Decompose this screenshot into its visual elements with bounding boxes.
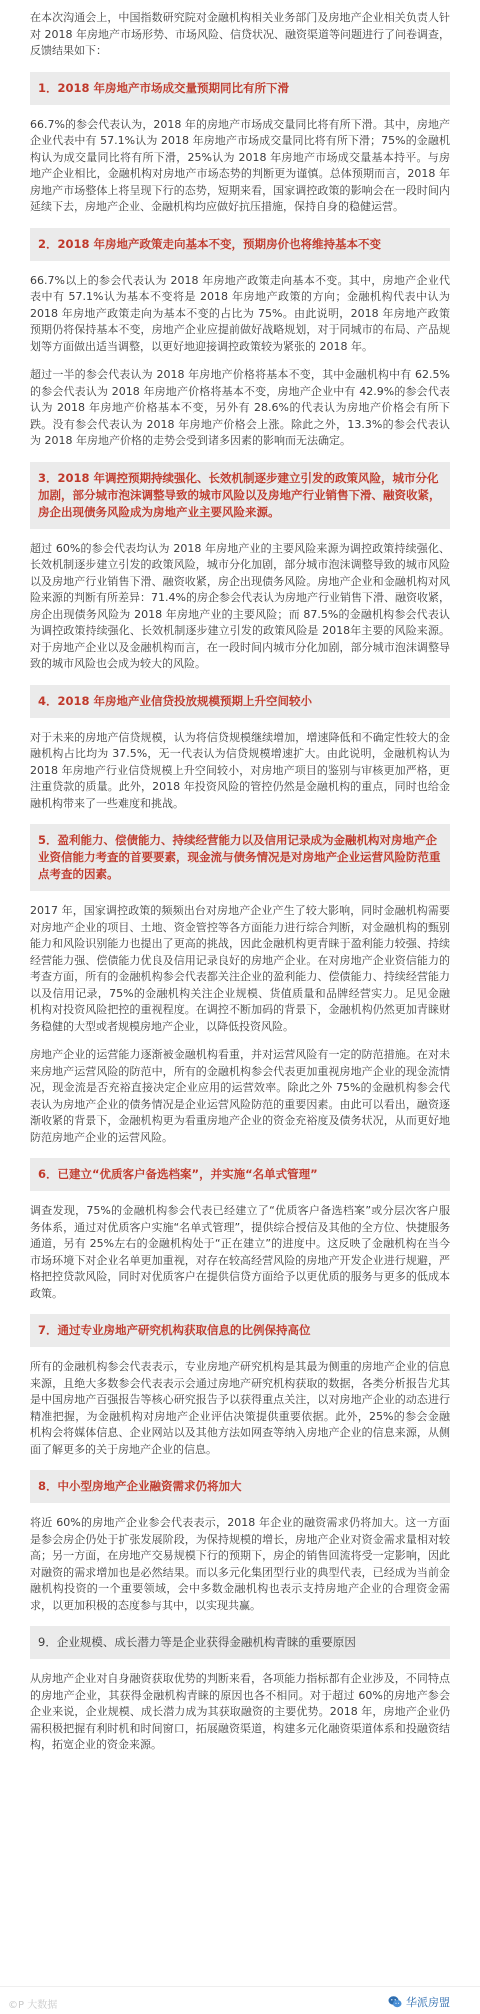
section-heading: 2．2018 年房地产政策走向基本不变，预期房价也将维持基本不变 <box>30 228 450 261</box>
section-paragraph: 所有的金融机构参会代表表示，专业房地产研究机构是其最为侧重的房地产企业的信息来源，且绝大多数参会代表表示会通过房地产研究机构获取的数据，各类分析报告尤其是中国房地产百强报告等核心研究报告予以获得重点关注，以对房地产企业的动态进行精准把握，为金融机构对房地产企业评估决策提供重要依据。此外，25%的参会金融机构会将媒体信息、企业网站以及其他方法如网查等纳入房地产企业的信息来源，从侧面了解更多的关于房地产企业的信息。 <box>30 1360 450 1456</box>
section-heading: 6．已建立“优质客户备选档案”，并实施“名单式管理” <box>30 1158 450 1191</box>
section-paragraph: 超过一半的参会代表认为 2018 年房地产价格将基本不变，其中金融机构中有 62.5%的参会代表认为 2018 年房地产价格将基本不变，房地产企业中有 42.9%的参会代表认为 2018 年房地产价格基本不变，另外有 28.6%的代表认为房地产价格会有所下跌。没有参会代表认为 2018 年房地产价格会上涨。除此之外，13.3%的参会代表认为 2018 年房地产价格的走势会受到诸多因素的影响而无法确定。 <box>30 368 450 447</box>
wechat-icon <box>388 1995 402 2009</box>
account-brand[interactable] <box>388 1994 450 2010</box>
section-paragraph: 66.7%的参会代表认为，2018 年的房地产市场成交量同比将有所下滑。其中，房地产企业代表中有 57.1%认为 2018 年房地产市场成交量同比将有所下滑；75%的金融机构认为成交量同比将有所下滑，25%认为 2018 年房地产市场成交量基本持平。与房地产企业相比，金融机构对房地产市场态势的判断更为谨慎。总体预期而言，2018 年房地产市场整体上将呈现下行的态势，短期来看，国家调控政策的影响会在一段时间内延续下去，房地产企业、金融机构均应做好抗压措施，保持自身的稳健运营。 <box>30 117 450 213</box>
intro-paragraph: 在本次沟通会上，中国指数研究院对金融机构相关业务部门及房地产企业相关负责人针对 2018 年房地产市场形势、市场风险、信贷状况、融资渠道等问题进行了问卷调查，反馈结果如下： <box>30 11 450 57</box>
section-paragraph: 超过 60%的参会代表均认为 2018 年房地产业的主要风险来源为调控政策持续强化、长效机制逐步建立引发的政策风险，城市分化加剧，部分城市泡沫调整导致的城市风险以及房地产行业销售下滑、融资收紧，房企出现债务风险。房地产企业和金融机构对风险来源的判断有所差异：71.4%的房企参会代表认为房地产行业销售下滑、融资收紧，房企出现债务风险为 2018 年房地产业的主要风险；而 87.5%的金融机构参会代表认为调控政策持续强化、长效机制逐步建立引发的政策风险是 2018年主要的风险来源。对于房地产企业以及金融机构而言，在一段时间内城市分化加剧，部分城市泡沫调整导致的城市风险也会成为较大的风险。 <box>30 541 450 670</box>
section-heading: 5．盈利能力、偿债能力、持续经营能力以及信用记录成为金融机构对房地产企业资信能力考查的首要要素，现金流与债务情况是对房地产企业运营风险防范重点考查的因素。 <box>30 824 450 891</box>
section-paragraph: 66.7%以上的参会代表认为 2018 年房地产政策走向基本不变。其中，房地产企业代表中有 57.1%认为基本不变将是 2018 年房地产政策的方向；金融机构代表中认为 2018 年房地产政策走向为基本不变的占比为 75%。由此说明，2018 年房地产政策预期仍将保持基本不变，房地产企业应提前做好战略规划，对于同城市的布局、产品规划等方面做出适当调整，以更好地迎接调控政策较为紧张的 2018 年。 <box>30 273 450 353</box>
account-name: 华派房盟 <box>406 1996 450 2009</box>
section-paragraph: 房地产企业的运营能力逐渐被金融机构看重，并对运营风险有一定的防范措施。在对未来房地产运营风险的防范中，所有的金融机构参会代表更加重视房地产企业的现金流情况，现金流是否充裕直接决定企业应用的运营效率。除此之外 75%的金融机构参会代表认为房地产企业的债务情况是企业运营风险防范的重要因素。由此可以看出，融资逐渐收紧的背景下，金融机构更为看重房地产企业的资金充裕度及债务状况，从而更好地防范房地产企业的运营风险。 <box>30 1048 450 1144</box>
section-paragraph: 将近 60%的房地产企业参会代表表示，2018 年企业的融资需求仍将加大。这一方面是参会房企仍处于扩张发展阶段，为保持规模的增长，房地产企业对资金需求量相对较高；另一方面，在房地产交易规模下行的预期下，房企的销售回流将受一定影响，因此对融资的需求增加也是必然结果。而以多元化集团型行业的典型代表，已经成为当前金融机构投资的一个重要领域，会中多数金融机构也表示支持房地产企业的合理资金需求，以更加积极的态度参与其中，以实现共赢。 <box>30 1516 450 1612</box>
footer <box>0 1986 480 2014</box>
article-sections <box>30 72 450 1754</box>
section-heading: 1．2018 年房地产市场成交量预期同比有所下滑 <box>30 72 450 105</box>
section-heading: 4．2018 年房地产业信贷投放规模预期上升空间较小 <box>30 685 450 718</box>
section-paragraph: 2017 年，国家调控政策的频频出台对房地产企业产生了较大影响，同时金融机构需要对房地产企业的项目、土地、资金管控等各方面能力进行综合判断，对金融机构的甄别能力和风险识别能力也提出了更高的挑战，因此金融机构更青睐于盈利能力较强、持续经营能力强、偿债能力优良及信用记录良好的房地产企业。在对房地产企业资信能力的考查方面，所有的金融机构参会代表都关注企业的盈利能力、偿债能力、持续经营能力以及信用记录，75%的金融机构关注企业规模、货值质量和品牌经营实力。足见金融机构对投资风险把控的重视程度。在调控不断加码的背景下，金融机构仍然更加青睐财务稳健的大型或者规模房地产企业，以降低投资风险。 <box>30 904 450 1033</box>
section-paragraph: 调查发现，75%的金融机构参会代表已经建立了“优质客户备选档案”或分层次客户服务体系，通过对优质客户实施“名单式管理”，提供综合授信及其他的全方位、快捷服务通道，另有 25%左右的金融机构处于“正在建立”的进度中。这反映了金融机构在当今市场环境下对企业名单更加重视，对存在较高经营风险的房地产开发企业进行规避，严格把控贷款风险，同时对优质客户在提供信贷方面给予以更优质的服务与更多的低成本政策。 <box>30 1204 450 1300</box>
section-heading: 3．2018 年调控预期持续强化、长效机制逐步建立引发的政策风险，城市分化加剧，部分城市泡沫调整导致的城市风险以及房地产行业销售下滑、融资收紧，房企出现债务风险成为房地产业主要风险来源。 <box>30 462 450 529</box>
section-paragraph: 从房地产企业对自身融资获取优势的判断来看，各项能力指标都有企业涉及，不同特点的房地产企业，其获得金融机构青睐的原因也各不相同。对于超过 60%的房地产参会企业来说，企业规模、成长潜力成为其获取融资的主要优势。2018 年，房地产企业仍需积极把握有利时机和时间窗口，拓展融资渠道，构建多元化融资渠道体系和投融资结构，拓宽企业的资金来源。 <box>30 1672 450 1751</box>
section-heading: 9．企业规模、成长潜力等是企业获得金融机构青睐的重要原因 <box>30 1626 450 1659</box>
section-paragraph: 对于未来的房地产信贷规模，认为将信贷规模继续增加，增速降低和不确定性较大的金融机构占比均为 37.5%，无一代表认为信贷规模增速扩大。由此说明，金融机构认为 2018 年房地产行业信贷规模上升空间较小，对房地产项目的鉴别与审核更加严格，更注重贷款的质量。此外，2018 年投资风险的管控仍然是金融机构的重点，同时也给金融机构带来了一些难度和挑战。 <box>30 730 450 810</box>
section-heading: 8．中小型房地产企业融资需求仍将加大 <box>30 1470 450 1503</box>
footer-source: ©P 大数据 <box>8 2000 58 2011</box>
section-heading: 7．通过专业房地产研究机构获取信息的比例保持高位 <box>30 1314 450 1347</box>
